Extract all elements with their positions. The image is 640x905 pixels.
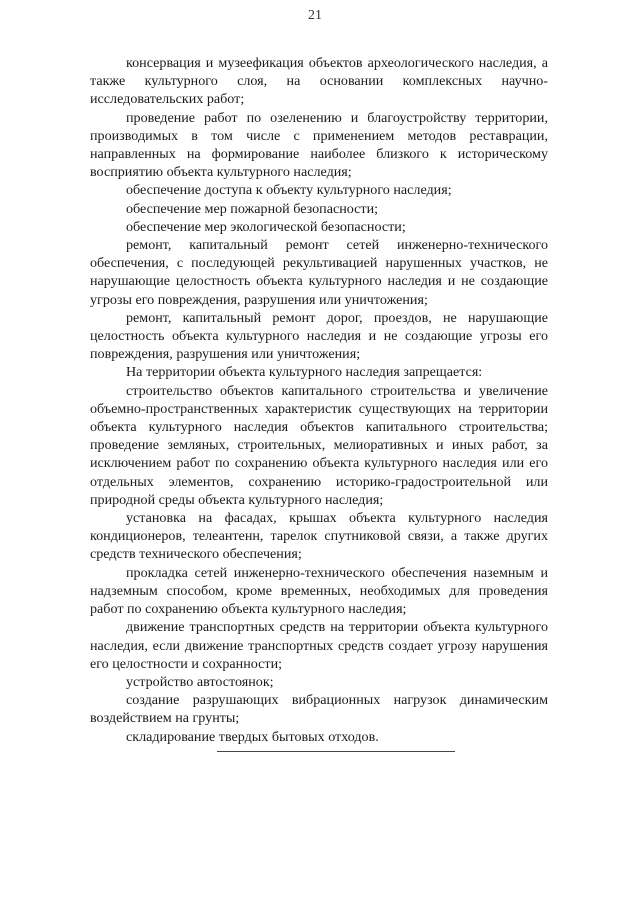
page-number: 21: [308, 8, 322, 23]
paragraph: установка на фасадах, крышах объекта культурного наследия кондиционеров, телеантенн, тарелок спутниковой связи, а также других средств технического обеспечения;: [90, 510, 548, 563]
paragraph: проведение работ по озеленению и благоустройству территории, производимых в том числе с применением методов реставрации, направленных на формирование наиболее близкого к историческому восприятию объекта культурного наследия;: [90, 109, 548, 181]
paragraph: обеспечение мер экологической безопасности;: [126, 218, 406, 235]
section-heading-prohibited: На территории объекта культурного наследия запрещается:: [126, 364, 483, 381]
paragraph: создание разрушающих вибрационных нагрузок динамическим воздействием на грунты;: [90, 692, 548, 727]
paragraph: ремонт, капитальный ремонт сетей инженерно-технического обеспечения, с последующей рекультивацией нарушенных участков, не нарушающие целостность объекта культурного наследия и не создающие угрозы его повреждения, разрушения или уничтожения;: [90, 237, 548, 308]
paragraph: складирование твердых бытовых отходов.: [126, 728, 379, 745]
paragraph: устройство автостоянок;: [126, 673, 274, 690]
document-body: [90, 54, 548, 746]
paragraph: строительство объектов капитального строительства и увеличение объемно-пространственных характеристик существующих на территории объекта культурного наследия объектов капитального строительства; проведение земляных, строительных, мелиоративных и иных работ, за исключением работ по сохранению объекта культурного наследия или его отдельных элементов, сохранению историко-градостроительной или природной среды объекта культурного наследия;: [90, 382, 548, 508]
paragraph: прокладка сетей инженерно-технического обеспечения наземным и надземным способом, кроме временных, необходимых для проведения работ по сохранению объекта культурного наследия;: [90, 564, 548, 618]
closing-rule: [217, 751, 455, 752]
paragraph: консервация и музеефикация объектов археологического наследия, а также культурного слоя, на основании комплексных научно-исследовательских работ;: [90, 55, 548, 108]
paragraph: ремонт, капитальный ремонт дорог, проездов, не нарушающие целостность объекта культурного наследия и не создающие угрозы его повреждения, разрушения или уничтожения;: [90, 309, 548, 363]
paragraph: обеспечение мер пожарной безопасности;: [126, 200, 379, 217]
paragraph: движение транспортных средств на территории объекта культурного наследия, если движение транспортных средств создает угрозу нарушения его целостности и сохранности;: [90, 619, 548, 672]
paragraph: обеспечение доступа к объекту культурного наследия;: [126, 182, 452, 199]
